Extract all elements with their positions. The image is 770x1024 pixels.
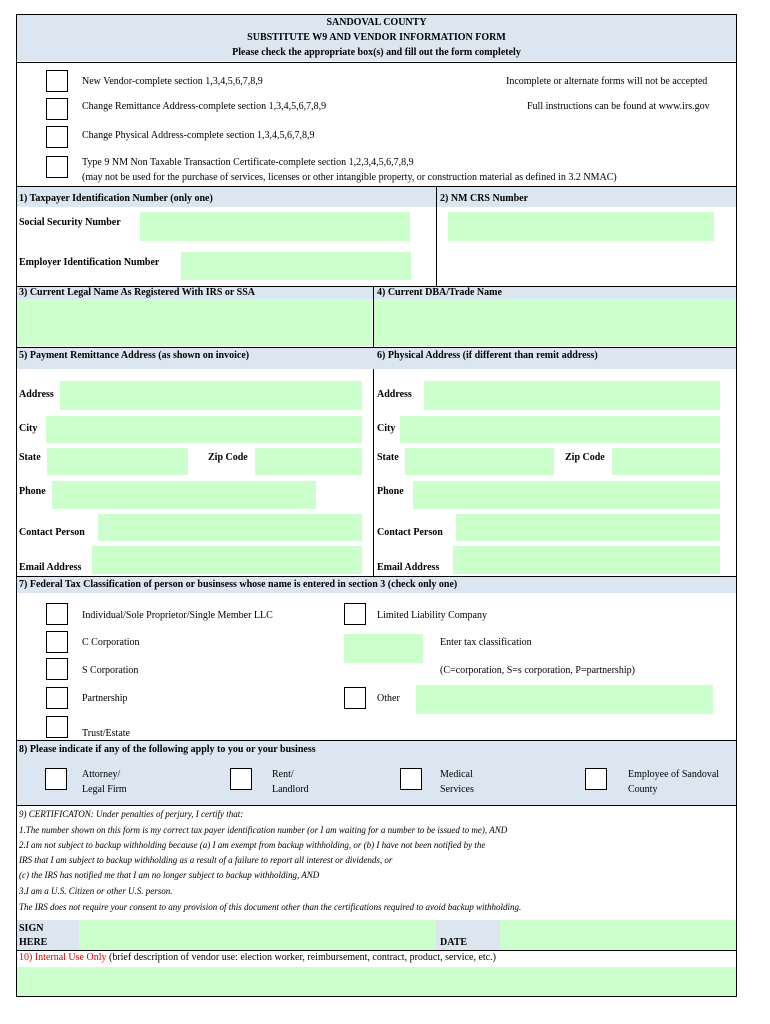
physical-zip-label: Zip Code bbox=[565, 452, 605, 463]
remit-state-label: State bbox=[19, 452, 41, 463]
change-physical-label: Change Physical Address-complete section 1,3,4,5,6,7,8,9 bbox=[82, 130, 315, 141]
physical-email-input[interactable] bbox=[453, 546, 720, 574]
tax-codes-note: (C=corporation, S=s corporation, P=partnership) bbox=[440, 665, 635, 676]
physical-contact-input[interactable] bbox=[456, 514, 720, 541]
remit-address-input[interactable] bbox=[60, 381, 362, 410]
medical-checkbox[interactable] bbox=[400, 768, 422, 790]
ssn-input[interactable] bbox=[140, 212, 410, 241]
tax-classification-input[interactable] bbox=[344, 634, 423, 663]
llc-label: Limited Liability Company bbox=[377, 610, 487, 621]
enter-tax-label: Enter tax classification bbox=[440, 637, 532, 648]
section1-title: 1) Taxpayer Identification Number (only one) bbox=[19, 193, 213, 204]
section3-title: 3) Current Legal Name As Registered With IRS or SSA bbox=[19, 287, 256, 298]
physical-zip-input[interactable] bbox=[612, 448, 720, 475]
s-corp-label: S Corporation bbox=[82, 665, 139, 676]
physical-city-label: City bbox=[377, 423, 396, 434]
physical-address-label: Address bbox=[377, 389, 412, 400]
divider bbox=[16, 950, 737, 951]
legal-name-input[interactable] bbox=[17, 299, 372, 346]
remit-state-input[interactable] bbox=[47, 448, 188, 475]
remit-contact-label: Contact Person bbox=[19, 527, 85, 538]
new-vendor-label: New Vendor-complete section 1,3,4,5,6,7,8,9 bbox=[82, 76, 263, 87]
remit-city-label: City bbox=[19, 423, 38, 434]
physical-phone-label: Phone bbox=[377, 486, 404, 497]
divider bbox=[436, 186, 437, 286]
individual-label: Individual/Sole Proprietor/Single Member LLC bbox=[82, 610, 273, 621]
certification-line1: 1.The number shown on this form is my correct tax payer identification number (or I am waiting for a number to be issued to me), AND bbox=[19, 825, 508, 835]
remit-email-input[interactable] bbox=[92, 546, 362, 574]
section6-title: 6) Physical Address (if different than remit address) bbox=[377, 350, 598, 361]
change-remittance-label: Change Remittance Address-complete section 1,3,4,5,6,7,8,9 bbox=[82, 101, 327, 112]
rent-checkbox[interactable] bbox=[230, 768, 252, 790]
attorney-label-line2: Legal Firm bbox=[82, 784, 127, 795]
divider bbox=[16, 62, 737, 63]
c-corp-label: C Corporation bbox=[82, 637, 140, 648]
change-remittance-checkbox[interactable] bbox=[46, 98, 68, 120]
section2-title: 2) NM CRS Number bbox=[440, 193, 529, 204]
form-title: SUBSTITUTE W9 AND VENDOR INFORMATION FORM bbox=[247, 32, 506, 43]
nm-crs-number-input[interactable] bbox=[448, 212, 714, 241]
c-corp-checkbox[interactable] bbox=[46, 631, 68, 653]
physical-state-label: State bbox=[377, 452, 399, 463]
signature-input[interactable] bbox=[79, 920, 436, 950]
section7-title: 7) Federal Tax Classification of person or businsess whose name is entered in section 3 (check only one) bbox=[19, 579, 458, 590]
physical-state-input[interactable] bbox=[405, 448, 554, 475]
certification-line5: 3.I am a U.S. Citizen or other U.S. person. bbox=[19, 886, 173, 896]
other-checkbox[interactable] bbox=[344, 687, 366, 709]
type9-note: (may not be used for the purchase of services, licenses or other intangible property, or construction material as defined in 3.2 NMAC) bbox=[82, 172, 617, 183]
remit-contact-input[interactable] bbox=[98, 514, 362, 541]
partnership-checkbox[interactable] bbox=[46, 687, 68, 709]
remit-phone-input[interactable] bbox=[52, 481, 316, 509]
certification-line3: IRS that I am subject to backup withholding as a result of a failure to report all interest or dividends, or bbox=[19, 855, 393, 865]
certification-line4: (c) the IRS has notified me that I am no longer subject to backup withholding, AND bbox=[19, 870, 320, 880]
internal-use-input[interactable] bbox=[17, 967, 736, 996]
change-physical-checkbox[interactable] bbox=[46, 126, 68, 148]
employee-checkbox[interactable] bbox=[585, 768, 607, 790]
other-classification-input[interactable] bbox=[416, 685, 713, 714]
s-corp-checkbox[interactable] bbox=[46, 658, 68, 680]
new-vendor-checkbox[interactable] bbox=[46, 70, 68, 92]
partnership-label: Partnership bbox=[82, 693, 128, 704]
employee-label-line1: Employee of Sandoval bbox=[628, 769, 720, 780]
internal-use-title: 10) Internal Use Only bbox=[19, 952, 107, 963]
ein-label: Employer Identification Number bbox=[19, 257, 160, 268]
section8-title: 8) Please indicate if any of the following apply to you or your business bbox=[19, 744, 316, 755]
ssn-label: Social Security Number bbox=[19, 217, 121, 228]
attorney-label-line1: Attorney/ bbox=[82, 769, 121, 780]
certification-line6: The IRS does not require your consent to any provision of this document other than the certifications required to avoid backup withholding. bbox=[19, 902, 522, 912]
rent-label-line2: Landlord bbox=[272, 784, 309, 795]
physical-email-label: Email Address bbox=[377, 562, 440, 573]
medical-label-line2: Services bbox=[440, 784, 474, 795]
county-title: SANDOVAL COUNTY bbox=[326, 17, 427, 28]
trust-label: Trust/Estate bbox=[82, 728, 130, 739]
sign-label-line2: HERE bbox=[19, 937, 48, 948]
remit-zip-input[interactable] bbox=[255, 448, 362, 475]
trust-checkbox[interactable] bbox=[46, 716, 68, 738]
attorney-checkbox[interactable] bbox=[45, 768, 67, 790]
physical-contact-label: Contact Person bbox=[377, 527, 443, 538]
form-instruction: Please check the appropriate box(s) and fill out the form completely bbox=[232, 47, 521, 58]
remit-email-label: Email Address bbox=[19, 562, 82, 573]
section5-title: 5) Payment Remittance Address (as shown on invoice) bbox=[19, 350, 250, 361]
ein-input[interactable] bbox=[181, 252, 411, 280]
physical-phone-input[interactable] bbox=[413, 481, 720, 509]
section4-title: 4) Current DBA/Trade Name bbox=[377, 287, 502, 298]
remit-city-input[interactable] bbox=[46, 416, 362, 443]
physical-city-input[interactable] bbox=[400, 416, 720, 443]
certification-line2: 2.I am not subject to backup withholding because (a) I am exempt from backup withholding, or (b) I have not been notified by the bbox=[19, 840, 486, 850]
remit-address-label: Address bbox=[19, 389, 54, 400]
instructions-note: Full instructions can be found at www.irs.gov bbox=[527, 101, 710, 112]
date-label: DATE bbox=[440, 937, 468, 948]
type9-checkbox[interactable] bbox=[46, 156, 68, 178]
internal-use-line bbox=[19, 952, 496, 963]
internal-use-description: (brief description of vendor use: election worker, reimbursement, contract, product, service, etc.) bbox=[108, 952, 496, 963]
remit-phone-label: Phone bbox=[19, 486, 46, 497]
medical-label-line1: Medical bbox=[440, 769, 473, 780]
incomplete-note: Incomplete or alternate forms will not be accepted bbox=[506, 76, 708, 87]
individual-checkbox[interactable] bbox=[46, 603, 68, 625]
llc-checkbox[interactable] bbox=[344, 603, 366, 625]
rent-label-line1: Rent/ bbox=[272, 769, 294, 780]
remit-zip-label: Zip Code bbox=[208, 452, 248, 463]
certification-title: 9) CERTIFICATON: Under penalties of perjury, I certify that: bbox=[19, 809, 244, 819]
divider bbox=[16, 805, 737, 806]
sign-label-line1: SIGN bbox=[19, 923, 44, 934]
date-input[interactable] bbox=[500, 920, 736, 950]
other-label: Other bbox=[377, 693, 400, 704]
employee-label-line2: County bbox=[628, 784, 658, 795]
dba-name-input[interactable] bbox=[374, 299, 736, 346]
type9-label: Type 9 NM Non Taxable Transaction Certificate-complete section 1,2,3,4,5,6,7,8,9 bbox=[82, 157, 414, 168]
physical-address-input[interactable] bbox=[424, 381, 720, 410]
